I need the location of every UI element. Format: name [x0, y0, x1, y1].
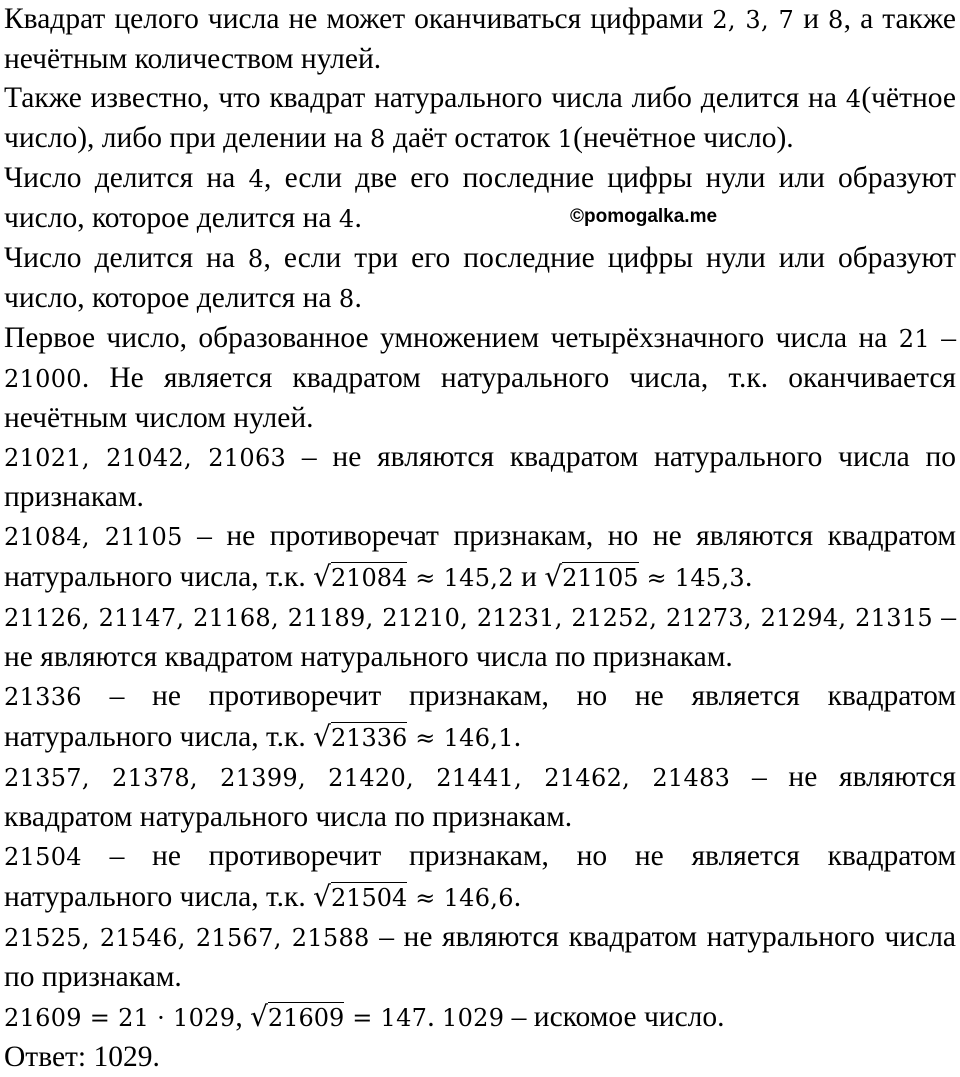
sqrt-expression: √21336: [313, 720, 408, 753]
radical-sign-icon: √: [250, 1000, 268, 1033]
paragraph-number-21336: 21336 – не противоречит признакам, но не является квадратом натурального числа, т.к. √21336 ≈ 146,1.: [4, 680, 956, 753]
paragraph-square-endings: Квадрат целого числа не может оканчиваться цифрами 2, 3, 7 и 8, а также нечётным количеством нулей.: [4, 3, 956, 75]
paragraph-numbers-21126-21315: 21126, 21147, 21168, 21189, 21210, 21231, 21252, 21273, 21294, 21315 – не являются квадратом натурального числа по признакам.: [4, 601, 957, 673]
paragraph-answer: Ответ: 1029.: [4, 1041, 160, 1073]
paragraph-divisible-by-8: Число делится на 8, если три его последние цифры нули или образуют число, которое делится на 8.: [4, 242, 956, 314]
paragraph-numbers-21021-21063: 21021, 21042, 21063 – не являются квадратом натурального числа по признакам.: [4, 441, 956, 513]
radical-sign-icon: √: [313, 560, 331, 593]
paragraph-numbers-21084-21105: 21084, 21105 – не противоречат признакам, но не являются квадратом натурального числа, т.к. √21084 ≈ 145,2 и √21105 ≈ 145,3.: [4, 520, 956, 593]
sqrt-expression: √21504: [313, 880, 408, 913]
paragraph-number-21504: 21504 – не противоречит признакам, но не является квадратом натурального числа, т.к. √21504 ≈ 146,6.: [4, 840, 956, 913]
sqrt-expression: √21609: [250, 1000, 345, 1033]
paragraph-square-remainders: Также известно, что квадрат натурального числа либо делится на 4(чётное число), либо при делении на 8 даёт остаток 1(нечётное число).: [4, 82, 956, 154]
paragraph-numbers-21357-21483: 21357, 21378, 21399, 21420, 21441, 21462, 21483 – не являются квадратом натурального числа по признакам.: [4, 761, 956, 833]
paragraph-numbers-21525-21588: 21525, 21546, 21567, 21588 – не являются квадратом натурального числа по признакам.: [4, 921, 957, 993]
paragraph-first-number: Первое число, образованное умножением четырёхзначного числа на 21 – 21000. Не является квадратом натурального числа, т.к. оканчивается нечётным числом нулей.: [4, 322, 956, 434]
solution-document: [4, 0, 956, 1077]
paragraph-number-21609: 21609 = 21 · 1029, √21609 = 147. 1029 – искомое число.: [4, 1000, 725, 1033]
radical-sign-icon: √: [313, 720, 331, 753]
paragraph-divisible-by-4: Число делится на 4, если две его последние цифры нули или образуют число, которое делится на 4.: [4, 162, 956, 234]
sqrt-expression: √21084: [313, 560, 408, 593]
radical-sign-icon: √: [544, 560, 563, 593]
watermark: ©pomogalka.me: [570, 206, 718, 227]
radical-sign-icon: √: [313, 880, 331, 913]
sqrt-expression: √21105: [544, 560, 639, 593]
